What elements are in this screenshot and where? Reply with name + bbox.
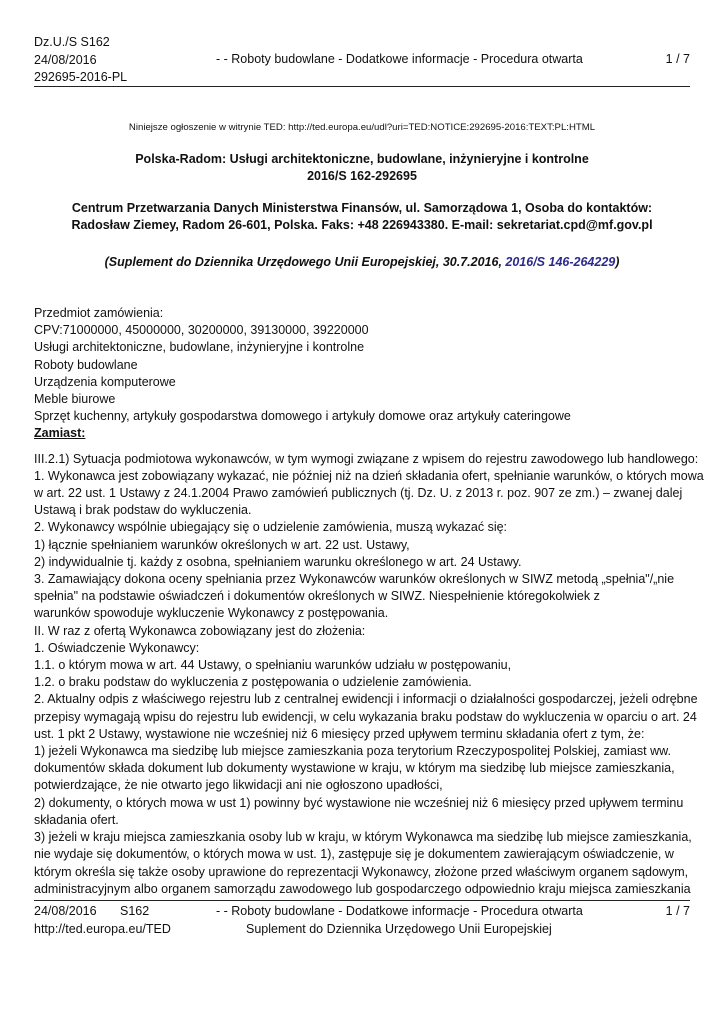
body-line: 1. Wykonawca jest zobowiązany wykazać, nie później niż na dzień składania ofert, spełnianie warunków, o których mowa	[34, 468, 704, 483]
header-date: 24/08/2016	[34, 52, 97, 67]
body-line: 1.2. o braku podstaw do wykluczenia z postępowania o udzielenie zamówienia.	[34, 675, 472, 690]
body-line: dokumentów składa dokument lub dokumenty wystawione w kraju, w którym ma siedzibę lub miejsce zamieszkania,	[34, 761, 675, 776]
subject-item: Meble biurowe	[34, 392, 116, 407]
body-line: 3. Zamawiający dokona oceny spełniania przez Wykonawców warunków określonych w SIWZ metodą „spełnia"/„nie	[34, 572, 675, 587]
notice-body	[34, 305, 704, 898]
header-doc-id: Dz.U./S S162	[34, 35, 110, 49]
header-divider	[34, 86, 690, 87]
body-line: nie wydaje się dokumentów, o których mowa w ust. 1), zastępuje się je dokumentem zawierającym oświadczenie, w	[34, 847, 674, 862]
notice-number-line: 2016/S 162-292695	[307, 169, 417, 183]
supplement-prefix: (Suplement do Dziennika Urzędowego Unii Europejskiej, 30.7.2016,	[104, 255, 506, 269]
subject-item: Usługi architektoniczne, budowlane, inżynieryjne i kontrolne	[34, 340, 365, 355]
body-line: w art. 22 ust. 1 Ustawy z 24.1.2004 Prawo zamówień publicznych (tj. Dz. U. z 2013 r. poz. 907 ze zm.) – zwanej dalej	[34, 486, 683, 501]
paragraph-gap	[34, 443, 690, 451]
body-line: administracyjnym albo organem samorządu zawodowego lub gospodarczego odpowiednio kraju miejsca zamieszkania	[34, 881, 691, 896]
body-line: 2. Wykonawcy wspólnie ubiegający się o udzielenie zamówienia, muszą wykazać się:	[34, 520, 508, 535]
body-line: 2) dokumenty, o których mowa w ust 1) powinny być wystawione nie wcześniej niż 6 miesięcy przed upływem terminu	[34, 795, 684, 810]
subject-item: Urządzenia komputerowe	[34, 374, 176, 389]
header-left-block	[34, 34, 127, 87]
contact-line-2: Radosław Ziemey, Radom 26-601, Polska. Faks: +48 226943380. E-mail: sekretariat.cpd@mf.gov.pl	[71, 218, 653, 232]
body-line: Ustawą i brak podstaw do wykluczenia.	[34, 503, 252, 518]
body-line: ust. 1 pkt 2 Ustawy, wystawione nie wcześniej niż 6 miesięcy przed upływem terminu składania ofert z tym, że:	[34, 726, 645, 741]
body-line: III.2.1) Sytuacja podmiotowa wykonawców, w tym wymogi związane z wpisem do rejestru zawodowego lub handlowego:	[34, 451, 699, 466]
body-line: warunków spowoduje wykluczenie Wykonawcy z postępowania.	[34, 606, 389, 621]
header-page-number: 1 / 7	[665, 52, 690, 66]
supplement-reference	[34, 254, 690, 271]
body-line: składania ofert.	[34, 812, 119, 827]
footer-subtitle: Suplement do Dziennika Urzędowego Unii Europejskiej	[246, 921, 552, 936]
footer-url[interactable]: http://ted.europa.eu/TED	[34, 921, 171, 936]
contracting-authority	[34, 200, 690, 234]
body-line: 3) jeżeli w kraju miejsca zamieszkania osoby lub w kraju, w którym Wykonawca ma siedzibę lub miejsce zamieszkania,	[34, 830, 692, 845]
body-line: przepisy wymagają wpisu do rejestru lub ewidencji, w celu wykazania braku podstaw do wykluczenia w oparciu o art. 24	[34, 709, 697, 724]
body-line: II. W raz z ofertą Wykonawca zobowiązany jest do złożenia:	[34, 623, 366, 638]
header-title: - - Roboty budowlane - Dodatkowe informacje - Procedura otwarta	[216, 52, 583, 66]
header-notice-number: 292695-2016-PL	[34, 70, 128, 84]
footer-divider	[34, 900, 690, 901]
instead-heading: Zamiast:	[34, 426, 86, 441]
footer-date: 24/08/2016	[34, 904, 97, 918]
subject-item: Sprzęt kuchenny, artykuły gospodarstwa domowego i artykuły domowe oraz artykuły cateringowe	[34, 409, 571, 424]
body-line: potwierdzające, że nie otwarto jego likwidacji ani nie ogłoszono upadłości,	[34, 778, 443, 793]
subject-label: Przedmiot zamówienia:	[34, 306, 164, 320]
contact-line-1: Centrum Przetwarzania Danych Ministerstwa Finansów, ul. Samorządowa 1, Osoba do kontaktów:	[71, 201, 653, 215]
supplement-suffix: )	[615, 255, 620, 269]
body-line: 1) jeżeli Wykonawca ma siedzibę lub miejsce zamieszkania poza terytorium Rzeczypospolitej Polskiej, zamiast ww.	[34, 744, 671, 759]
body-line: 2) indywidualnie tj. każdy z osobna, spełnianiem warunku określonego w art. 24 Ustawy.	[34, 554, 522, 569]
notice-title	[34, 151, 690, 185]
supplement-ref-link[interactable]: 2016/S 146-264229	[505, 255, 616, 269]
body-line: 2. Aktualny odpis z właściwego rejestru lub z centralnej ewidencji i informacji o działalności gospodarczej, jeżeli odrębne	[34, 692, 698, 707]
page-header	[34, 34, 690, 86]
footer-code: S162	[120, 904, 150, 918]
body-line: spełnia" na podstawie oświadczeń i dokumentów określonych w SIWZ. Niespełnienie któregokolwiek z	[34, 589, 600, 604]
footer-title: - - Roboty budowlane - Dodatkowe informacje - Procedura otwarta	[216, 904, 583, 918]
cpv-codes: CPV:71000000, 45000000, 30200000, 39130000, 39220000	[34, 323, 369, 338]
footer-page-number: 1 / 7	[665, 904, 690, 918]
body-line: którym określa się także osoby uprawione do reprezentacji Wykonawcy, złożone przed właściwym organem sądowym,	[34, 864, 689, 879]
body-line: 1) łącznie spełnianiem warunków określonych w art. 22 ust. Ustawy,	[34, 537, 410, 552]
body-line: 1. Oświadczenie Wykonawcy:	[34, 640, 200, 655]
notice-title-line: Polska-Radom: Usługi architektoniczne, budowlane, inżynieryjne i kontrolne	[135, 152, 589, 166]
ted-notice-line: Niniejsze ogłoszenie w witrynie TED: http://ted.europa.eu/udl?uri=TED:NOTICE:292695-2016:TEXT:PL:HTML	[128, 122, 596, 133]
subject-item: Roboty budowlane	[34, 357, 138, 372]
body-line: 1.1. o którym mowa w art. 44 Ustawy, o spełnianiu warunków udziału w postępowaniu,	[34, 658, 512, 673]
